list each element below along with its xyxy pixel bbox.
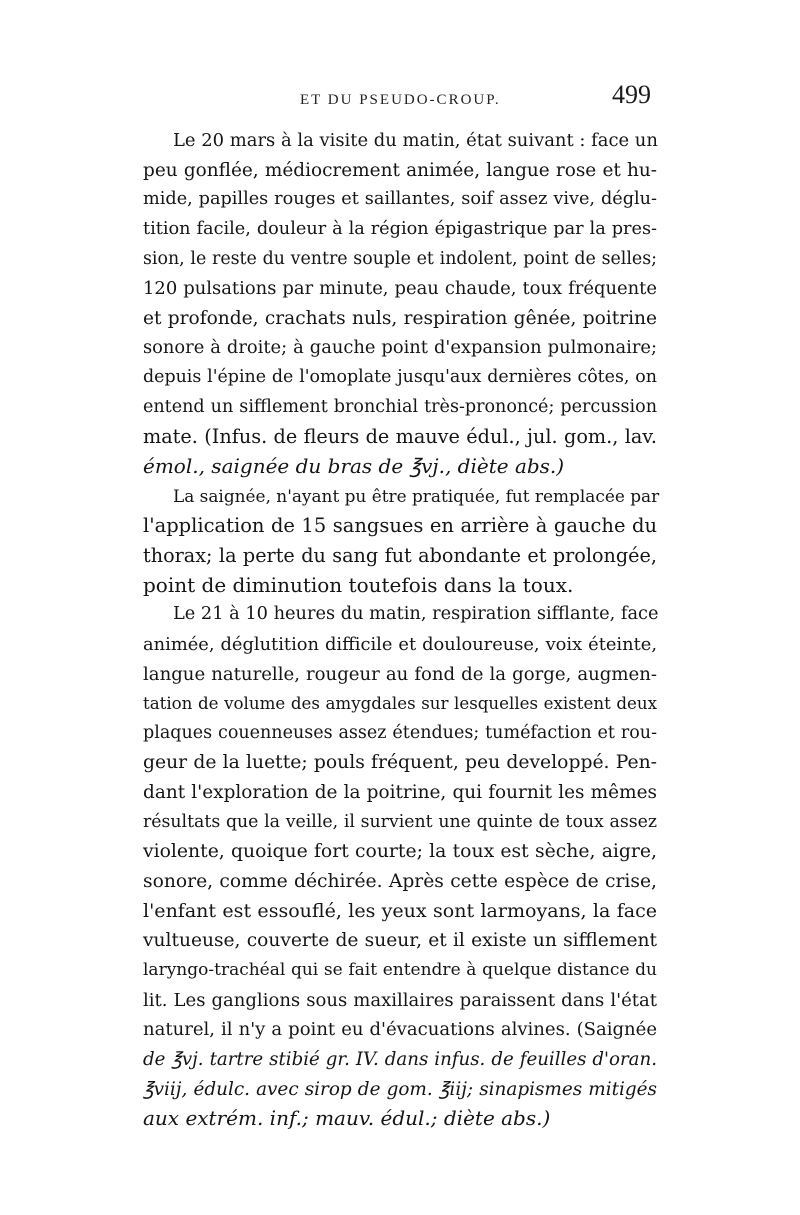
text-line: 120 pulsations par minute, peau chaude, toux fréquente bbox=[143, 278, 657, 300]
text-line: langue naturelle, rougeur au fond de la gorge, augmen- bbox=[143, 663, 657, 685]
text-line: lit. Les ganglions sous maxillaires paraissent dans l'état bbox=[143, 989, 657, 1011]
text-line: mide, papilles rouges et saillantes, soif assez vive, déglu- bbox=[143, 189, 657, 210]
text-line: sonore, comme déchirée. Après cette espèce de crise, bbox=[143, 871, 657, 893]
prescription-line: mate. (Infus. de fleurs de mauve édul., jul. gom., lav. bbox=[143, 425, 657, 449]
text-line: La saignée, n'ayant pu être pratiquée, fut remplacée par bbox=[173, 485, 660, 506]
text-line: l'application de 15 sangsues en arrière à gauche du bbox=[143, 514, 657, 538]
text-line: tation de volume des amygdales sur lesquelles existent deux bbox=[143, 694, 657, 714]
paragraph-21 bbox=[143, 600, 657, 1134]
text-line: Le 20 mars à la visite du matin, état suivant : face un bbox=[173, 130, 658, 151]
prescription-line: émol., saignée du bras de ℥vj., diète abs.) bbox=[143, 454, 565, 479]
text-line: animée, déglutition difficile et douloureuse, voix éteinte, bbox=[143, 633, 657, 655]
text-line: sion, le reste du ventre souple et indolent, point de selles; bbox=[143, 248, 657, 269]
text-line: naturel, il n'y a point eu d'évacuations alvines. (Saignée bbox=[143, 1019, 657, 1041]
text-line: et profonde, crachats nuls, respiration gênée, poitrine bbox=[143, 307, 657, 329]
paragraph-20-mars bbox=[143, 126, 657, 482]
text-line: peu gonflée, médiocrement animée, langue rose et hu- bbox=[143, 159, 657, 181]
text-line: laryngo-trachéal qui se fait entendre à quelque distance du bbox=[143, 959, 657, 980]
text-line: entend un sifflement bronchial très-prononcé; percussion bbox=[143, 396, 657, 417]
text-line: tition facile, douleur à la région épigastrique par la pres- bbox=[143, 218, 657, 239]
text-line: sonore à droite; à gauche point d'expansion pulmonaire; bbox=[143, 337, 657, 359]
body-text bbox=[143, 126, 660, 1134]
text-line: vultueuse, couverte de sueur, et il existe un sifflement bbox=[143, 930, 657, 952]
text-line: violente, quoique fort courte; la toux est sèche, aigre, bbox=[143, 841, 657, 863]
text-line: résultats que la veille, il survient une quinte de toux assez bbox=[143, 811, 657, 832]
text-line: geur de la luette; pouls fréquent, peu developpé. Pen- bbox=[143, 752, 657, 774]
text-line: Le 21 à 10 heures du matin, respiration sifflante, face bbox=[173, 604, 659, 625]
running-head: ET DU PSEUDO-CROUP. bbox=[300, 92, 501, 108]
page-number: 499 bbox=[612, 80, 651, 109]
text-line: plaques couenneuses assez étendues; tuméfaction et rou- bbox=[143, 722, 657, 743]
paragraph-saignee bbox=[143, 482, 660, 601]
text-line: dant l'exploration de la poitrine, qui fournit les mêmes bbox=[143, 782, 657, 804]
text-line: thorax; la perte du sang fut abondante et prolongée, bbox=[143, 543, 657, 567]
text-line: l'enfant est essouflé, les yeux sont larmoyans, la face bbox=[143, 899, 657, 922]
prescription-line: ℥viij, édulc. avec sirop de gom. ℥iij; sinapismes mitigés bbox=[143, 1078, 657, 1100]
text-line: point de diminution toutefois dans la toux. bbox=[143, 572, 574, 597]
prescription-line: de ℥vj. tartre stibié gr. IV. dans infus. de feuilles d'oran. bbox=[143, 1048, 657, 1070]
prescription-line: aux extrém. inf.; mauv. édul.; diète abs.) bbox=[143, 1106, 551, 1131]
text-line: depuis l'épine de l'omoplate jusqu'aux dernières côtes, on bbox=[143, 367, 657, 388]
